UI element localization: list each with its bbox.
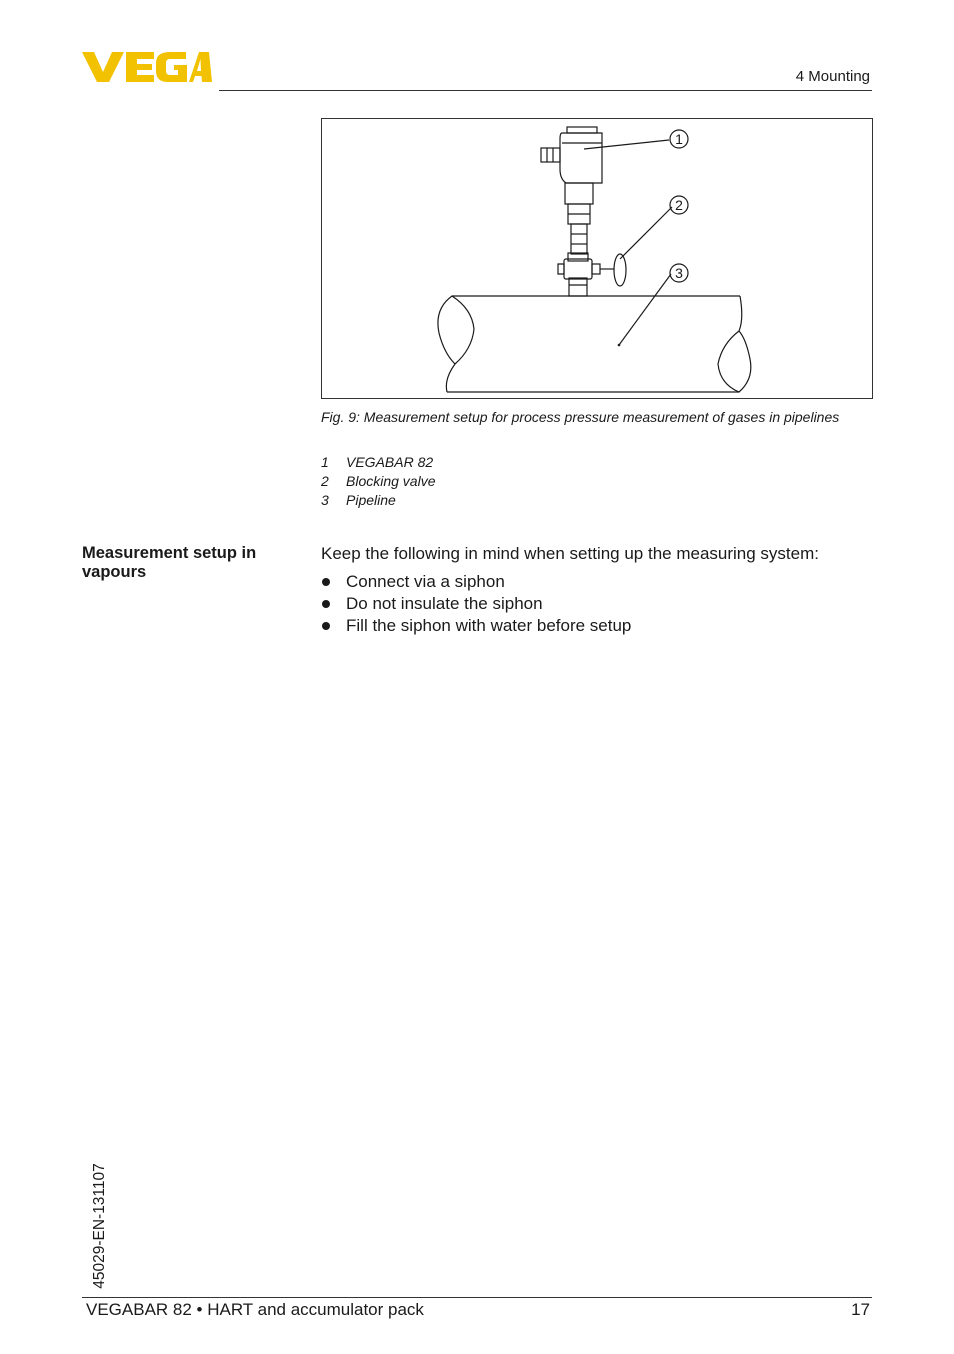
figure-diagram — [321, 118, 873, 399]
sensor-housing — [560, 133, 602, 183]
footer-title: VEGABAR 82 • HART and accumulator pack — [86, 1300, 424, 1319]
legend-label: VEGABAR 82 — [346, 454, 434, 470]
cable-gland — [541, 148, 560, 162]
bullet-icon — [322, 600, 330, 608]
legend-number: 2 — [321, 473, 329, 489]
vega-logo — [82, 50, 212, 84]
figure-caption: Fig. 9: Measurement setup for process pressure measurement of gases in pipelines — [321, 409, 840, 425]
bullet-list — [321, 571, 631, 637]
callout-label-2: 2 — [675, 197, 683, 213]
callout-label-3: 3 — [675, 265, 683, 281]
legend-label: Pipeline — [346, 492, 396, 508]
callout-label-1: 1 — [675, 131, 683, 147]
connection-fitting — [569, 278, 587, 296]
legend-number: 1 — [321, 454, 329, 470]
side-heading: Measurement setup in vapours — [82, 544, 257, 581]
list-item — [321, 571, 631, 593]
document-number: 45029-EN-131107 — [91, 1163, 108, 1289]
figure-legend — [321, 453, 436, 510]
intro-paragraph: Keep the following in mind when setting up the measuring system: — [321, 544, 819, 563]
legend-item — [321, 453, 436, 472]
bullet-icon — [322, 622, 330, 630]
bullet-icon — [322, 578, 330, 586]
list-item — [321, 615, 631, 637]
bullet-text: Connect via a siphon — [346, 572, 505, 591]
section-title: 4 Mounting — [795, 68, 870, 85]
valve-body — [564, 259, 592, 279]
legend-item — [321, 472, 436, 491]
pipe-right-end — [718, 296, 751, 392]
pipe-left-end — [438, 296, 474, 392]
page-number: 17 — [851, 1300, 870, 1319]
measurement-setup-drawing — [322, 119, 874, 400]
bullet-text: Fill the siphon with water before setup — [346, 616, 632, 635]
header-divider — [219, 90, 872, 91]
bullet-text: Do not insulate the siphon — [346, 594, 543, 613]
footer-divider — [82, 1297, 872, 1298]
list-item — [321, 593, 631, 615]
legend-number: 3 — [321, 492, 329, 508]
sensor-neck — [565, 183, 593, 204]
legend-label: Blocking valve — [346, 473, 436, 489]
legend-item — [321, 491, 436, 510]
